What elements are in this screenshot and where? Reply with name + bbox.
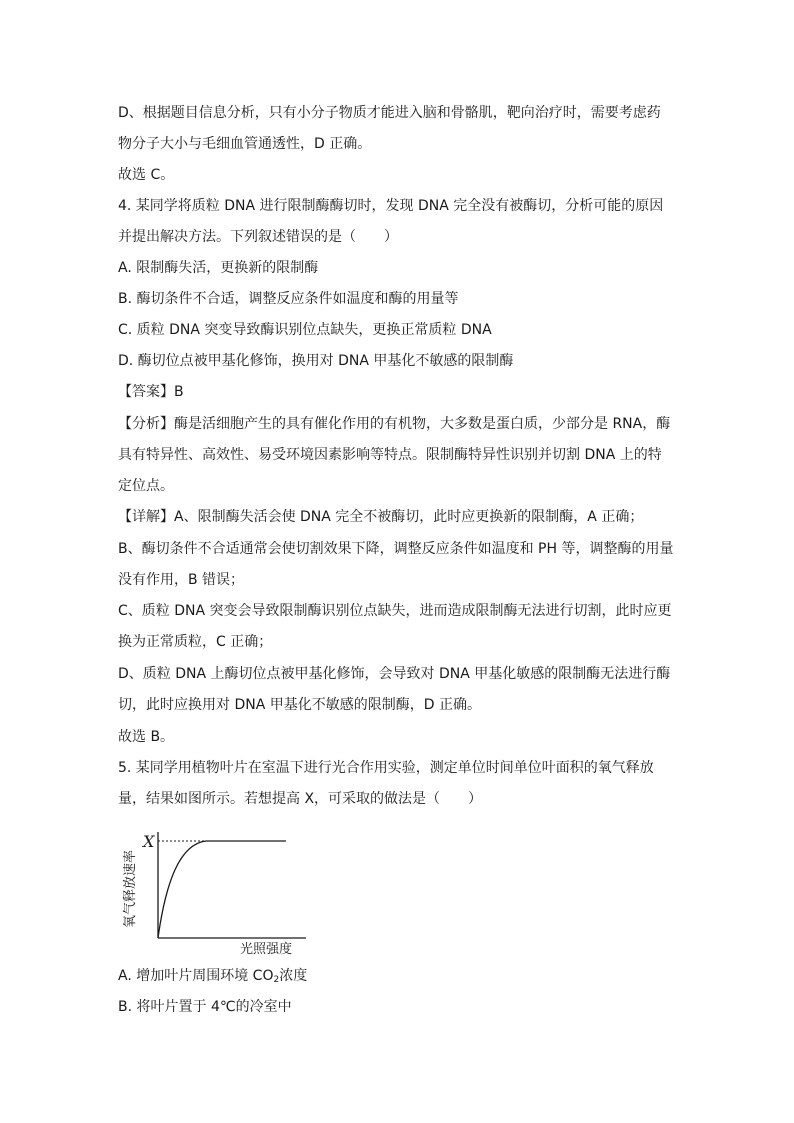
question-5-option-b: B. 将叶片置于 4℃的冷室中 [118, 999, 292, 1015]
detail-line-7: 切，此时应换用对 DNA 甲基化不敏感的限制酶，D 正确。 [118, 697, 481, 713]
analysis-line-1: 【分析】酶是活细胞产生的具有催化作用的有机物，大多数是蛋白质，少部分是 RNA，酶 [118, 416, 671, 432]
question-4-stem-2: 并提出解决方法。下列叙述错误的是（ ） [118, 229, 398, 245]
question-4-option-b: B. 酶切条件不合适，调整反应条件如温度和酶的用量等 [118, 291, 459, 307]
detail-line-3: 没有作用，B 错误； [118, 572, 245, 588]
question-5-stem-1: 5. 某同学用植物叶片在室温下进行光合作用实验，测定单位时间单位叶面积的氧气释放 [118, 760, 654, 776]
detail-line-1: 【详解】A、限制酶失活会使 DNA 完全不被酶切，此时应更换新的限制酶，A 正确； [118, 509, 644, 525]
question-5-option-a: A. 增加叶片周围环境 $CO_2$浓度 [118, 968, 308, 985]
detail-line-2: B、酶切条件不合适通常会使切割效果下降，调整反应条件如温度和 PH 等，调整酶的用量 [118, 541, 674, 557]
answer-line: 【答案】B [118, 384, 184, 400]
analysis-line-2: 具有特异性、高效性、易受环境因素影响等特点。限制酶特异性识别并切割 DNA 上的特 [118, 447, 662, 463]
analysis-line-3: 定位点。 [118, 478, 174, 494]
line-3: 故选 C。 [118, 167, 175, 183]
question-5-stem-2: 量，结果如图所示。若想提高 X，可采取的做法是（ ） [118, 791, 483, 807]
question-4-option-d: D. 酶切位点被甲基化修饰，换用对 DNA 甲基化不敏感的限制酶 [118, 353, 514, 369]
detail-line-6: D、质粒 DNA 上酶切位点被甲基化修饰，会导致对 DNA 甲基化敏感的限制酶无法进行酶 [118, 666, 671, 682]
question-4-option-a: A. 限制酶失活，更换新的限制酶 [118, 260, 319, 276]
plateau-label: X [143, 832, 155, 851]
detail-line-5: 换为正常质粒，C 正确； [118, 634, 273, 650]
line-2: 物分子大小与毛细血管通透性，D 正确。 [118, 136, 372, 152]
question-4-stem-1: 4. 某同学将质粒 DNA 进行限制酶酶切时，发现 DNA 完全没有被酶切，分析可能的原因 [118, 198, 664, 214]
detail-line-4: C、质粒 DNA 突变会导致限制酶识别位点缺失，进而造成限制酶无法进行切割，此时应更 [118, 603, 672, 619]
x-axis-label: 光照强度 [240, 942, 293, 956]
light-response-chart [118, 826, 328, 956]
response-curve [158, 841, 286, 938]
conclusion-line: 故选 B。 [118, 729, 175, 745]
question-4-option-c: C. 质粒 DNA 突变导致酶识别位点缺失，更换正常质粒 DNA [118, 322, 492, 338]
line-1: D、根据题目信息分析，只有小分子物质才能进入脑和骨骼肌，靶向治疗时，需要考虑药 [118, 105, 661, 121]
y-axis-label: 氧气释放速率 [123, 849, 138, 928]
